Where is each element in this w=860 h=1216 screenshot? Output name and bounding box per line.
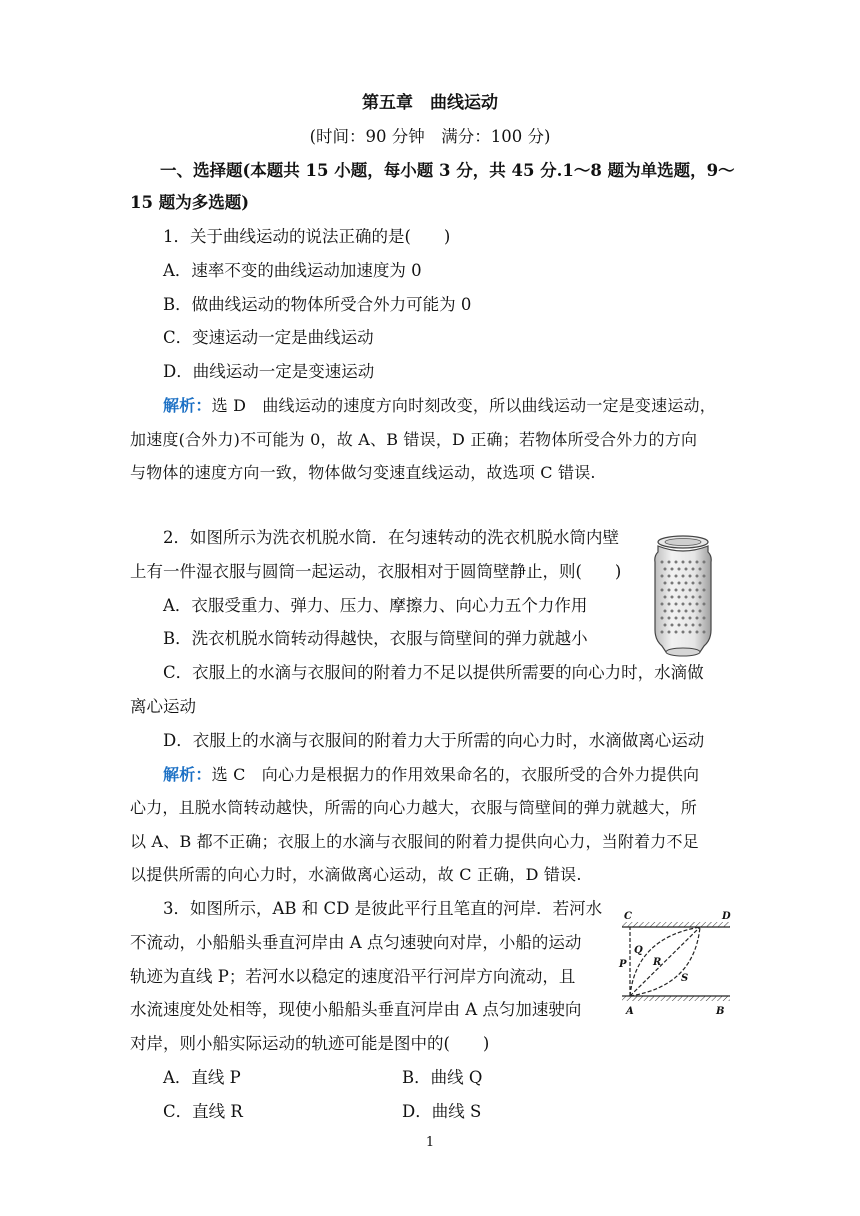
label-r: R [653, 957, 662, 968]
page-number: 1 [425, 1135, 435, 1150]
exam-subtitle: (时间：90 分钟 满分：100 分) [309, 127, 551, 146]
q1-analysis-line2: 加速度(合外力)不可能为 0，故 A、B 错误，D 正确；若物体所受合外力的方向 [130, 430, 698, 449]
q2-option-c-cont: 离心运动 [130, 697, 196, 716]
q3-stem-line5: 对岸，则小船实际运动的轨迹可能是图中的( ) [130, 1034, 490, 1053]
q2-analysis-text1: 选 C 向心力是根据力的作用效果命名的，衣服所受的合外力提供向 [211, 765, 700, 784]
q2-analysis-line3: 以 A、B 都不正确；衣服上的水滴与衣服间的附着力提供向心力，当附着力不足 [130, 832, 699, 851]
q1-analysis-line3: 与物体的速度方向一致，物体做匀变速直线运动，故选项 C 错误. [130, 463, 596, 482]
label-a: A [626, 1006, 634, 1017]
chapter-title: 第五章 曲线运动 [362, 93, 498, 113]
q1-option-d: D．曲线运动一定是变速运动 [163, 362, 375, 381]
section-heading-line2: 15 题为多选题) [130, 193, 250, 212]
label-b: B [716, 1006, 725, 1017]
bank-ab-hatch [622, 996, 730, 1001]
q2-stem-line1: 2．如图所示为洗衣机脱水筒．在匀速转动的洗衣机脱水筒内壁 [163, 528, 619, 547]
river-trajectory-figure [612, 908, 736, 1020]
q1-option-c: C．变速运动一定是曲线运动 [163, 328, 374, 347]
q1-analysis-line1 [163, 395, 731, 417]
q1-option-b: B．做曲线运动的物体所受合外力可能为 0 [163, 295, 472, 314]
label-d: D [722, 911, 731, 922]
q2-stem-line2: 上有一件湿衣服与圆筒一起运动，衣服相对于圆筒壁静止，则( ) [130, 562, 622, 581]
label-c: C [624, 911, 632, 922]
q2-analysis-line4: 以提供所需的向心力时，水滴做离心运动，故 C 正确，D 错误. [130, 865, 582, 884]
q2-analysis-line2: 心力，且脱水筒转动越快，所需的向心力越大，衣服与筒壁间的弹力就越大，所 [130, 798, 698, 817]
label-s: S [681, 973, 689, 984]
section-heading-line1: 一、选择题(本题共 15 小题，每小题 3 分，共 45 分.1～8 题为单选题，9～ [160, 161, 735, 180]
q3-stem-line1: 3．如图所示，AB 和 CD 是彼此平行且笔直的河岸．若河水 [163, 899, 603, 918]
q1-stem: 1．关于曲线运动的说法正确的是( ) [163, 227, 451, 246]
q3-option-d: D．曲线 S [402, 1102, 482, 1121]
q2-option-c: C．衣服上的水滴与衣服间的附着力不足以提供所需要的向心力时，水滴做 [163, 663, 704, 682]
q2-option-a: A．衣服受重力、弹力、压力、摩擦力、向心力五个力作用 [163, 596, 588, 615]
q3-stem-line3: 轨迹为直线 P；若河水以稳定的速度沿平行河岸方向流动，且 [130, 967, 576, 986]
label-p: P [619, 959, 627, 970]
q1-option-a: A．速率不变的曲线运动加速度为 0 [163, 261, 422, 280]
q3-stem-line2: 不流动，小船船头垂直河岸由 A 点匀速驶向对岸，小船的运动 [130, 933, 582, 952]
bank-cd-hatch [622, 922, 730, 927]
label-q: Q [634, 945, 643, 956]
spin-drum-figure [652, 532, 714, 660]
q3-option-c: C．直线 R [163, 1102, 243, 1121]
q3-stem-line4: 水流速度处处相等，现使小船船头垂直河岸由 A 点匀加速驶向 [130, 1000, 582, 1019]
q3-option-a: A．直线 P [163, 1068, 241, 1087]
q1-analysis-text1: 选 D 曲线运动的速度方向时刻改变，所以曲线运动一定是变速运动， [211, 396, 716, 415]
q2-option-d: D．衣服上的水滴与衣服间的附着力大于所需的向心力时，水滴做离心运动 [163, 731, 705, 750]
q2-option-b: B．洗衣机脱水筒转动得越快，衣服与筒壁间的弹力就越小 [163, 629, 588, 648]
q1-analysis-label: 解析： [163, 396, 212, 415]
q3-option-b: B．曲线 Q [402, 1068, 483, 1087]
q2-analysis-label: 解析： [163, 765, 212, 784]
q2-analysis-line1 [163, 764, 699, 786]
